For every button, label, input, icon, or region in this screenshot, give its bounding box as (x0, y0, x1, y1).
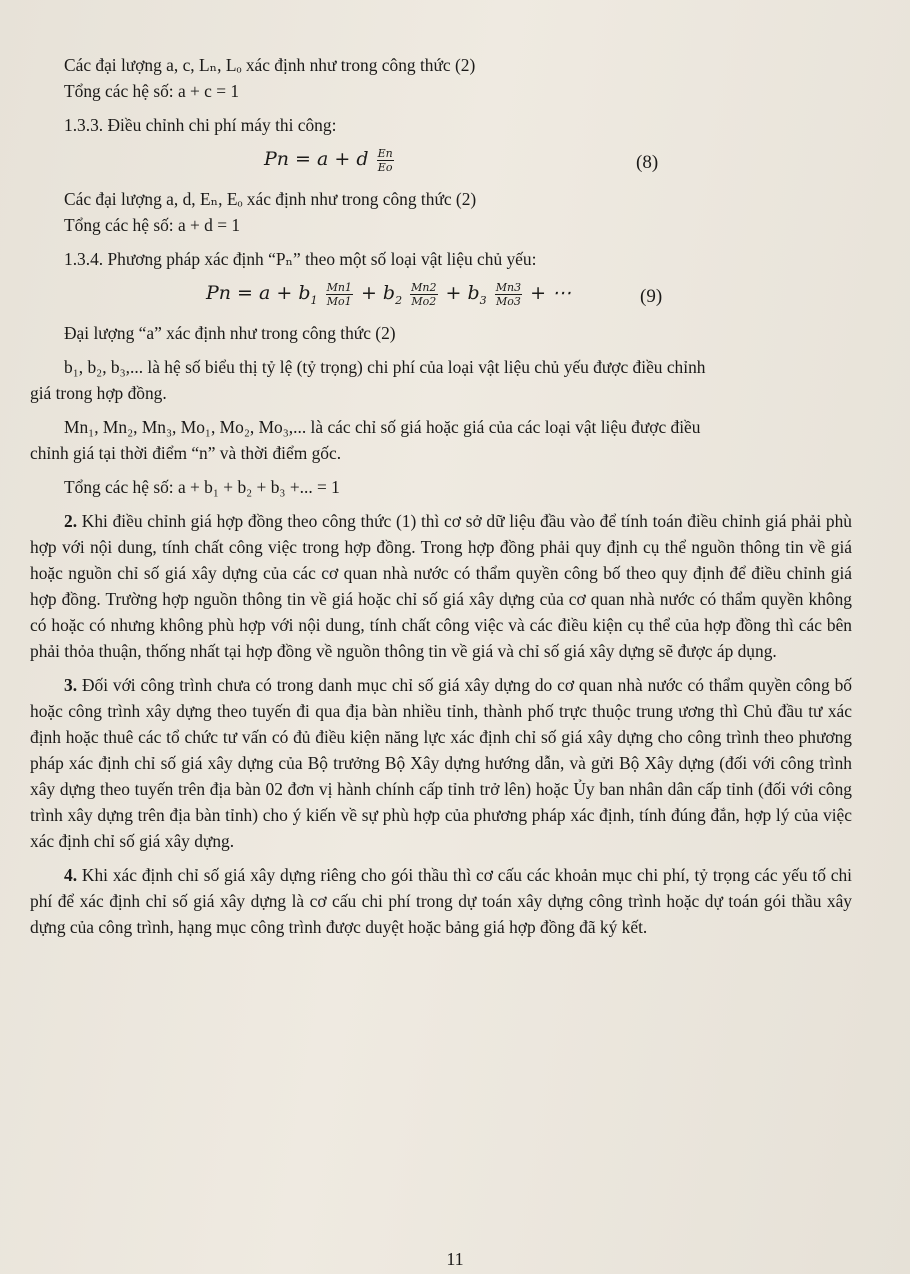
formula-9-numerator-3: Mn3 (495, 280, 522, 294)
formula-8 (30, 138, 852, 186)
paragraph-3-text: Đối với công trình chưa có trong danh mục chỉ số giá xây dựng do cơ quan nhà nước có thẩm quyền công bố hoặc công trình xây dựng theo tuyến đi qua địa bàn nhiều tỉnh, thành phố trực thuộc trung ương thì Chủ đầu tư xác định hoặc thuê các tổ chức tư vấn có đủ điều kiện năng lực xác định chỉ số giá xây dựng cho công trình theo phương pháp xác định chỉ số giá xây dựng của Bộ trưởng Bộ Xây dựng hướng dẫn, và gửi Bộ Xây dựng (đối với công trình xây dựng theo tuyến trên địa bàn 02 đơn vị hành chính cấp tỉnh trở lên) hoặc Ủy ban nhân dân cấp tỉnh (đối với công trình xây dựng trên địa bàn tỉnh) cho ý kiến về sự phù hợp của phương pháp xác định, tính đúng đắn, hợp lý của việc xác định chỉ số giá xây dựng. (30, 675, 852, 851)
text-line: Mn₁, Mn₂, Mn₃, Mo₁, Mo₂, Mo₃,... là các chỉ số giá hoặc giá của các loại vật liệu được điều (64, 417, 701, 437)
formula-9-denominator-3: Mo3 (495, 294, 521, 308)
paragraph-4-number: 4. (64, 865, 78, 885)
text-line: Tổng các hệ số: a + c = 1 (64, 81, 240, 101)
paragraph-4 (30, 862, 852, 940)
paragraph-2-text: Khi điều chỉnh giá hợp đồng theo công thức (1) thì cơ sở dữ liệu đầu vào để tính toán điều chỉnh giá phải phù hợp với nội dung, tính chất công việc trong hợp đồng. Trong hợp đồng phải quy định cụ thể nguồn thông tin về giá hoặc nguồn chỉ số giá xây dựng của các cơ quan nhà nước có thẩm quyền công bố theo quy định để điều chỉnh giá hợp đồng. Trường hợp nguồn thông tin về giá hoặc chỉ số giá xây dựng của cơ quan nhà nước có thẩm quyền không có hoặc có nhưng không phù hợp với nội dung, tính chất công việc và các điều kiện cụ thể của hợp đồng thì các bên phải thỏa thuận, thống nhất tại hợp đồng về nguồn thông tin về giá và chỉ số giá xây dựng sẽ được áp dụng. (30, 511, 852, 661)
text-line: b₁, b₂, b₃,... là hệ số biểu thị tỷ lệ (tỷ trọng) chi phí của loại vật liệu chủ yếu được điều chỉnh (64, 357, 706, 377)
text-line: Đại lượng “a” xác định như trong công thức (2) (64, 323, 396, 343)
paragraph-3 (30, 672, 852, 854)
text-line: chỉnh giá tại thời điểm “n” và thời điểm gốc. (30, 443, 342, 463)
formula-9-label: (9) (640, 286, 663, 307)
formula-9-fraction-1 (326, 281, 353, 308)
text-line: Các đại lượng a, c, Lₙ, Lₒ xác định như trong công thức (2) (64, 55, 476, 75)
paragraph-4-text: Khi xác định chỉ số giá xây dựng riêng cho gói thầu thì cơ cấu các khoản mục chi phí, tỷ trọng các yếu tố chi phí để xác định chỉ số giá xây dựng là cơ cấu chi phí trong dự toán xây dựng công trình hoặc dự toán gói thầu xây dựng của công trình, hạng mục công trình được duyệt hoặc bảng giá hợp đồng đã ký kết. (30, 865, 852, 937)
formula-9 (30, 272, 852, 320)
formula-8-label: (8) (636, 152, 659, 173)
formula-9-expression: $Pn = a + b_1$ $\frac{Mn1}{Mo1}$ + $b_2$ $\frac{Mn2}{Mo2}$ + $b_3$ $\frac{Mn3}{Mo3}$ + ⋯ (206, 280, 572, 308)
formula-8-expression (264, 146, 396, 174)
section-heading-1-3-4: 1.3.4. Phương pháp xác định “Pₙ” theo một số loại vật liệu chủ yếu: (64, 249, 537, 269)
formula-8-numerator: En (377, 146, 393, 160)
page-number: 11 (446, 1249, 464, 1269)
formula-9-denominator-2: Mo2 (411, 294, 437, 308)
formula-9-numerator-1: Mn1 (326, 280, 352, 294)
formula-9-fraction-2 (410, 281, 437, 308)
formula-8-denominator: Eo (377, 160, 393, 174)
paragraph-2 (30, 508, 852, 664)
formula-9-lhs: Pn = a + b (206, 282, 311, 304)
formula-9-tail: + ⋯ (530, 282, 572, 304)
text-line: giá trong hợp đồng. (30, 383, 167, 403)
paragraph-3-number: 3. (64, 675, 78, 695)
text-line: Các đại lượng a, d, Eₙ, Eₒ xác định như trong công thức (2) (64, 189, 477, 209)
paragraph-2-number: 2. (64, 511, 78, 531)
formula-8-lhs: Pn = a + d (264, 148, 369, 170)
formula-8-fraction (377, 147, 394, 174)
formula-9-denominator-1: Mo1 (326, 294, 352, 308)
section-heading-1-3-3: 1.3.3. Điều chỉnh chi phí máy thi công: (64, 115, 337, 135)
formula-9-numerator-2: Mn2 (411, 280, 437, 294)
text-line: Tổng các hệ số: a + b₁ + b₂ + b₃ +... = 1 (64, 477, 340, 497)
formula-9-fraction-3 (495, 281, 522, 308)
text-line: Tổng các hệ số: a + d = 1 (64, 215, 241, 235)
